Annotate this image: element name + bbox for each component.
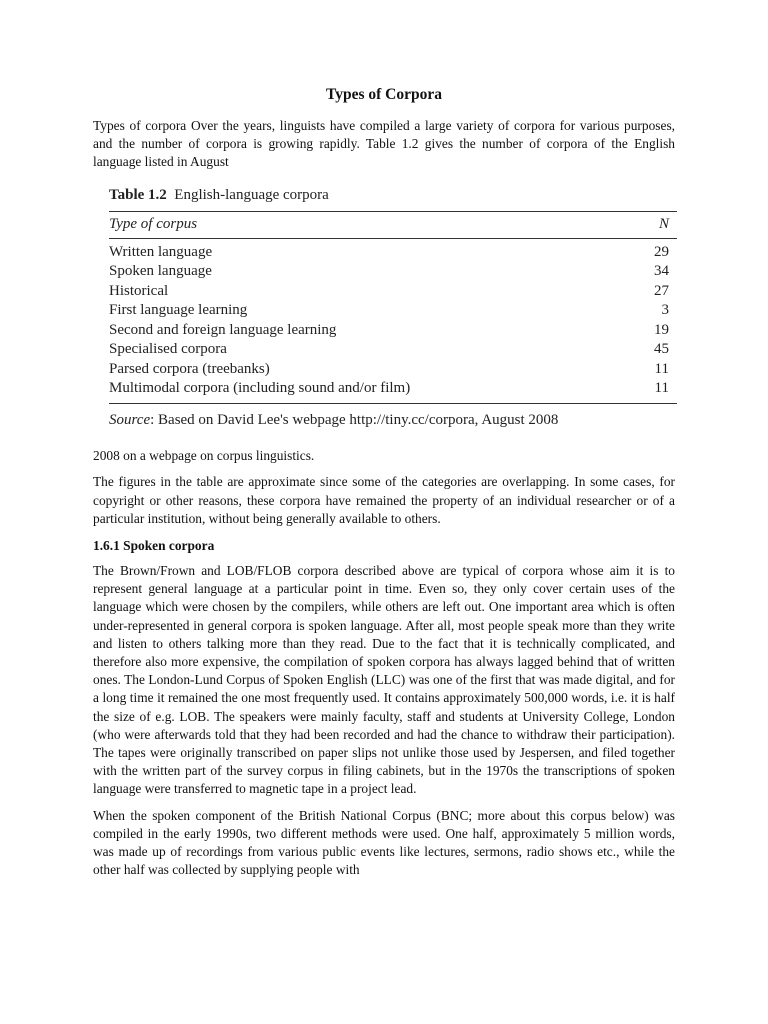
row-n: 27 [654, 282, 669, 299]
table-row [109, 340, 669, 360]
source-text: : Based on David Lee's webpage http://tiny.cc/corpora, August 2008 [150, 411, 559, 428]
figures-paragraph: The figures in the table are approximate since some of the categories are overlapping. In some cases, for copyright or other reasons, these corpora have remained the property of an individual researcher or of a particular institution, without being generally available to others. [93, 474, 675, 526]
row-type: Historical [109, 282, 169, 299]
row-type: Spoken language [109, 263, 212, 280]
table-caption-text: English-language corpora [174, 186, 329, 203]
row-type: Specialised corpora [109, 341, 227, 358]
table-row [109, 379, 669, 399]
row-n: 34 [654, 263, 669, 280]
table-row [109, 301, 669, 321]
page-title: Types of Corpora [326, 86, 442, 103]
row-type: First language learning [109, 302, 248, 319]
corpora-table [109, 186, 677, 431]
table-row [109, 321, 669, 341]
row-n: 29 [654, 243, 669, 260]
after-table-text: 2008 on a webpage on corpus linguistics. [93, 448, 315, 464]
table-row [109, 360, 669, 380]
bnc-paragraph: When the spoken component of the British National Corpus (BNC; more about this corpus below) was compiled in the early 1990s, two different methods were used. One half, approximately 5 million words, was made up of recordings from various public events like lectures, sermons, radio shows etc., while the other half was collected by supplying people with [93, 807, 675, 878]
table-body [109, 239, 677, 403]
table-bottom-rule [109, 403, 677, 404]
row-type: Parsed corpora (treebanks) [109, 360, 270, 377]
table-source [109, 411, 677, 431]
spoken-paragraph: The Brown/Frown and LOB/FLOB corpora described above are typical of corpora whose aim it is to represent general language at a particular point in time. Even so, they only cover certain uses of the language which were chosen by the compilers, while others are left out. One important area which is often under-represented in general corpora is spoken language. After all, most people speak more than they write and listen to others talking more than they read. Due to the fact that it is technically complicated, and therefore also more expensive, the compilation of spoken corpora has always lagged behind that of written ones. The London-Lund Corpus of Spoken English (LLC) was one of the first that was made digital, and for a long time it remained the one most frequently used. It contains approximately 500,000 words, i.e. it is half the size of e.g. LOB. The speakers were mainly faculty, staff and students at University College, London (who were afterwards told that they had been recorded and had the chance to withdraw their participation). The tapes were originally transcribed on paper slips not unlike those used by Jespersen, and filed together with the written part of the survey corpus in filing cabinets, but in the 1970s the transcriptions of spoken language were transferred to magnetic tape in a project lead. [93, 562, 675, 797]
row-n: 11 [654, 380, 669, 397]
row-type: Second and foreign language learning [109, 321, 337, 338]
row-n: 19 [654, 321, 669, 338]
table-row [109, 282, 669, 302]
intro-paragraph: Types of corpora Over the years, linguists have compiled a large variety of corpora for various purposes, and the number of corpora is growing rapidly. Table 1.2 gives the number of corpora of the English language listed in August [93, 118, 675, 170]
row-type: Multimodal corpora (including sound and/or film) [109, 380, 411, 397]
source-label: Source [109, 411, 151, 428]
row-type: Written language [109, 243, 213, 260]
section-heading: 1.6.1 Spoken corpora [93, 537, 215, 553]
header-n: N [658, 216, 669, 233]
row-n: 45 [654, 341, 669, 358]
table-row [109, 262, 669, 282]
row-n: 11 [654, 360, 669, 377]
document-page [93, 86, 675, 879]
header-type: Type of corpus [109, 216, 198, 233]
table-row [109, 243, 669, 263]
table-caption [109, 186, 677, 206]
row-n: 3 [661, 302, 669, 319]
table-label: Table 1.2 [109, 186, 167, 203]
table-header-row [109, 212, 677, 238]
